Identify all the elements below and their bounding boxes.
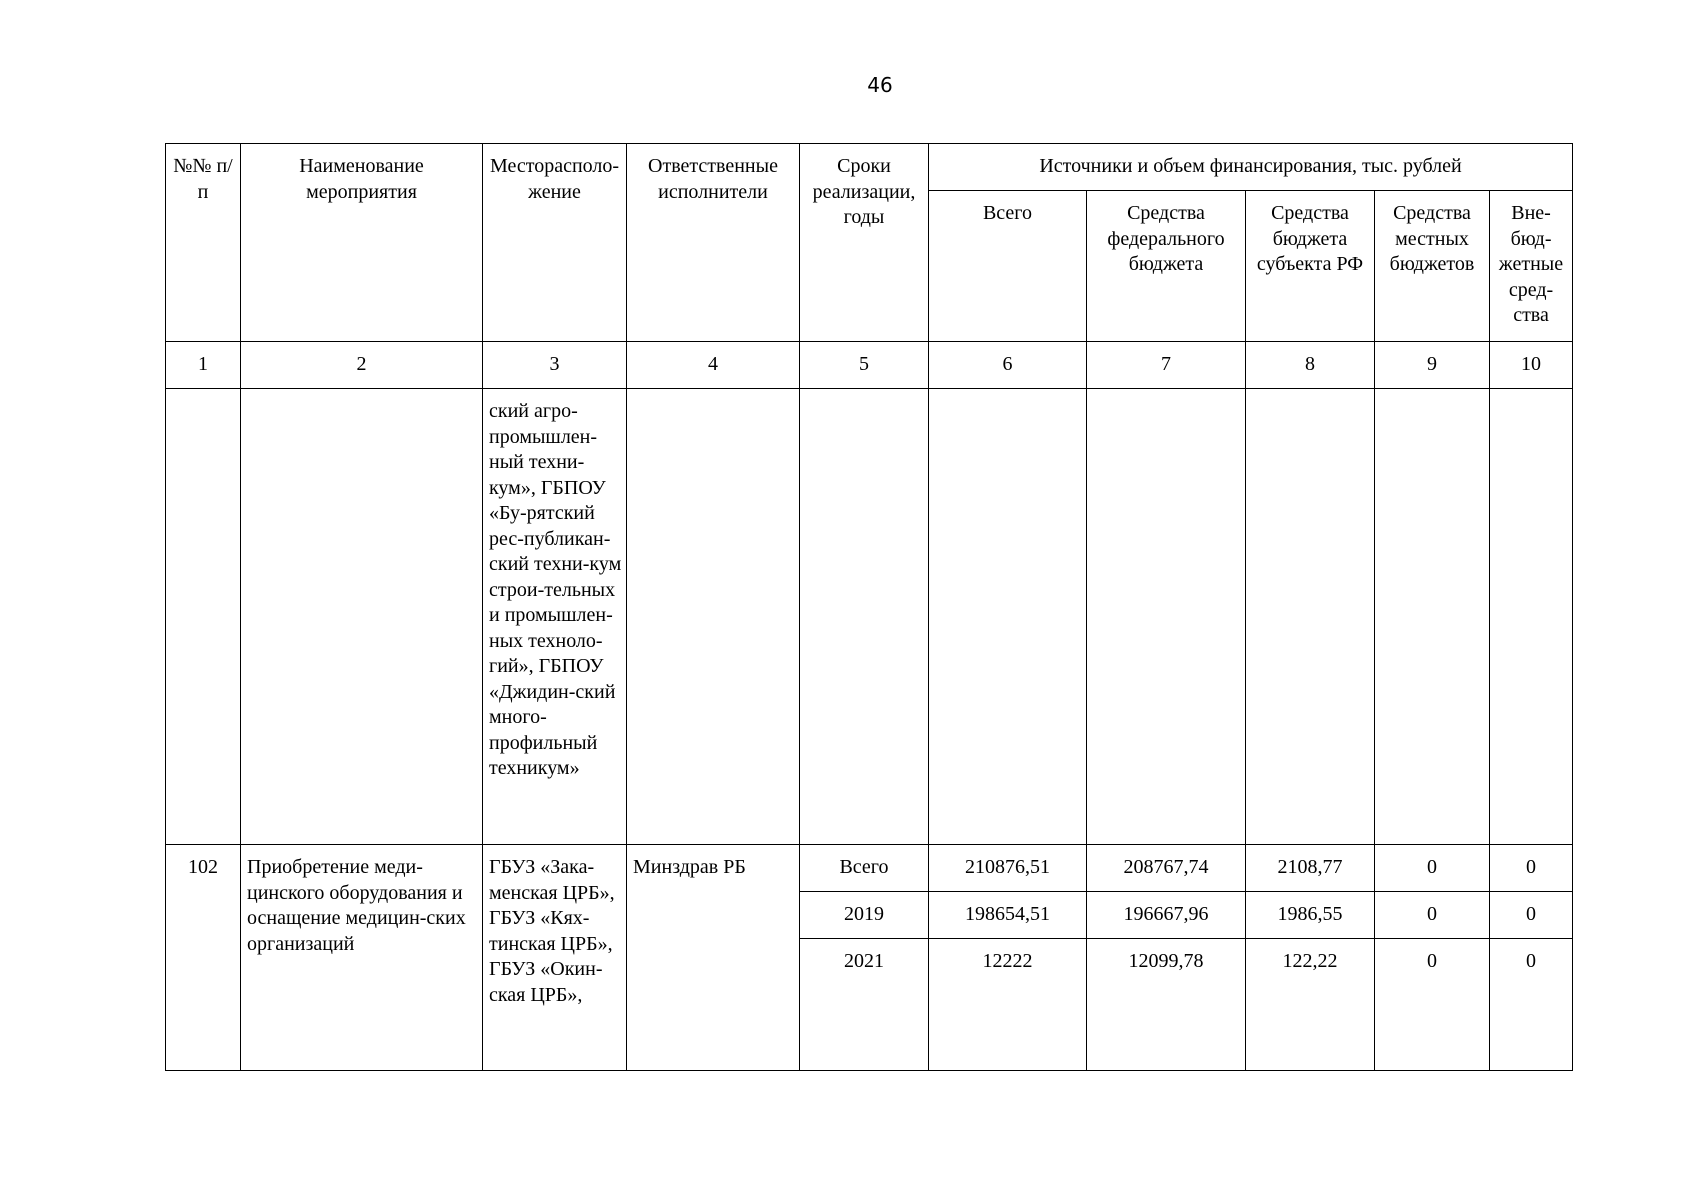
funding-table <box>165 143 1573 1071</box>
column-number: 9 <box>1375 342 1490 389</box>
extrabudgetary-cell: 0 <box>1490 939 1573 1071</box>
local-cell: 0 <box>1375 845 1490 892</box>
period-cell: Всего <box>800 845 929 892</box>
column-number: 5 <box>800 342 929 389</box>
total-cell: 12222 <box>929 939 1087 1071</box>
column-number: 10 <box>1490 342 1573 389</box>
measure-location: ГБУЗ «Зака-менская ЦРБ», ГБУЗ «Кях-тинская ЦРБ», ГБУЗ «Окин-ская ЦРБ», <box>483 845 627 1071</box>
empty-cell <box>1375 389 1490 845</box>
federal-cell: 196667,96 <box>1087 892 1246 939</box>
extrabudgetary-cell: 0 <box>1490 845 1573 892</box>
header-responsible: Ответственные исполнители <box>627 144 800 342</box>
header-name: Наименование мероприятия <box>241 144 483 342</box>
column-number: 6 <box>929 342 1087 389</box>
federal-cell: 208767,74 <box>1087 845 1246 892</box>
empty-cell <box>800 389 929 845</box>
header-local: Средства местных бюджетов <box>1375 191 1490 342</box>
federal-cell: 12099,78 <box>1087 939 1246 1071</box>
total-cell: 198654,51 <box>929 892 1087 939</box>
column-number: 8 <box>1246 342 1375 389</box>
column-numbers-row <box>166 342 1573 389</box>
header-funding-group: Источники и объем финансирования, тыс. рублей <box>929 144 1573 191</box>
empty-cell <box>166 389 241 845</box>
table-row <box>166 845 1573 892</box>
continuation-row <box>166 389 1573 845</box>
empty-cell <box>1246 389 1375 845</box>
column-number: 7 <box>1087 342 1246 389</box>
period-cell: 2019 <box>800 892 929 939</box>
header-extrabudgetary: Вне-бюд-жетные сред-ства <box>1490 191 1573 342</box>
column-number: 4 <box>627 342 800 389</box>
empty-cell <box>241 389 483 845</box>
regional-cell: 122,22 <box>1246 939 1375 1071</box>
column-number: 3 <box>483 342 627 389</box>
measure-name: Приобретение меди-цинского оборудования и оснащение медицин-ских организаций <box>241 845 483 1071</box>
location-continuation: ский агро-промышлен-ный техни-кум», ГБПОУ «Бу-рятский рес-публикан-ский техни-кум строи-тельных и промышлен-ных техноло-гий», ГБПОУ «Джидин-ский много-профильный техникум» <box>483 389 627 845</box>
header-number: №№ п/п <box>166 144 241 342</box>
header-federal: Средства федерального бюджета <box>1087 191 1246 342</box>
empty-cell <box>1087 389 1246 845</box>
row-number: 102 <box>166 845 241 1071</box>
column-number: 2 <box>241 342 483 389</box>
header-location: Месторасполо-жение <box>483 144 627 342</box>
regional-cell: 2108,77 <box>1246 845 1375 892</box>
period-cell: 2021 <box>800 939 929 1071</box>
empty-cell <box>627 389 800 845</box>
header-regional: Средства бюджета субъекта РФ <box>1246 191 1375 342</box>
header-total: Всего <box>929 191 1087 342</box>
measure-responsible: Минздрав РБ <box>627 845 800 1071</box>
header-period: Сроки реализации, годы <box>800 144 929 342</box>
local-cell: 0 <box>1375 892 1490 939</box>
page-number: 46 <box>867 73 893 97</box>
regional-cell: 1986,55 <box>1246 892 1375 939</box>
column-number: 1 <box>166 342 241 389</box>
empty-cell <box>1490 389 1573 845</box>
extrabudgetary-cell: 0 <box>1490 892 1573 939</box>
total-cell: 210876,51 <box>929 845 1087 892</box>
empty-cell <box>929 389 1087 845</box>
local-cell: 0 <box>1375 939 1490 1071</box>
